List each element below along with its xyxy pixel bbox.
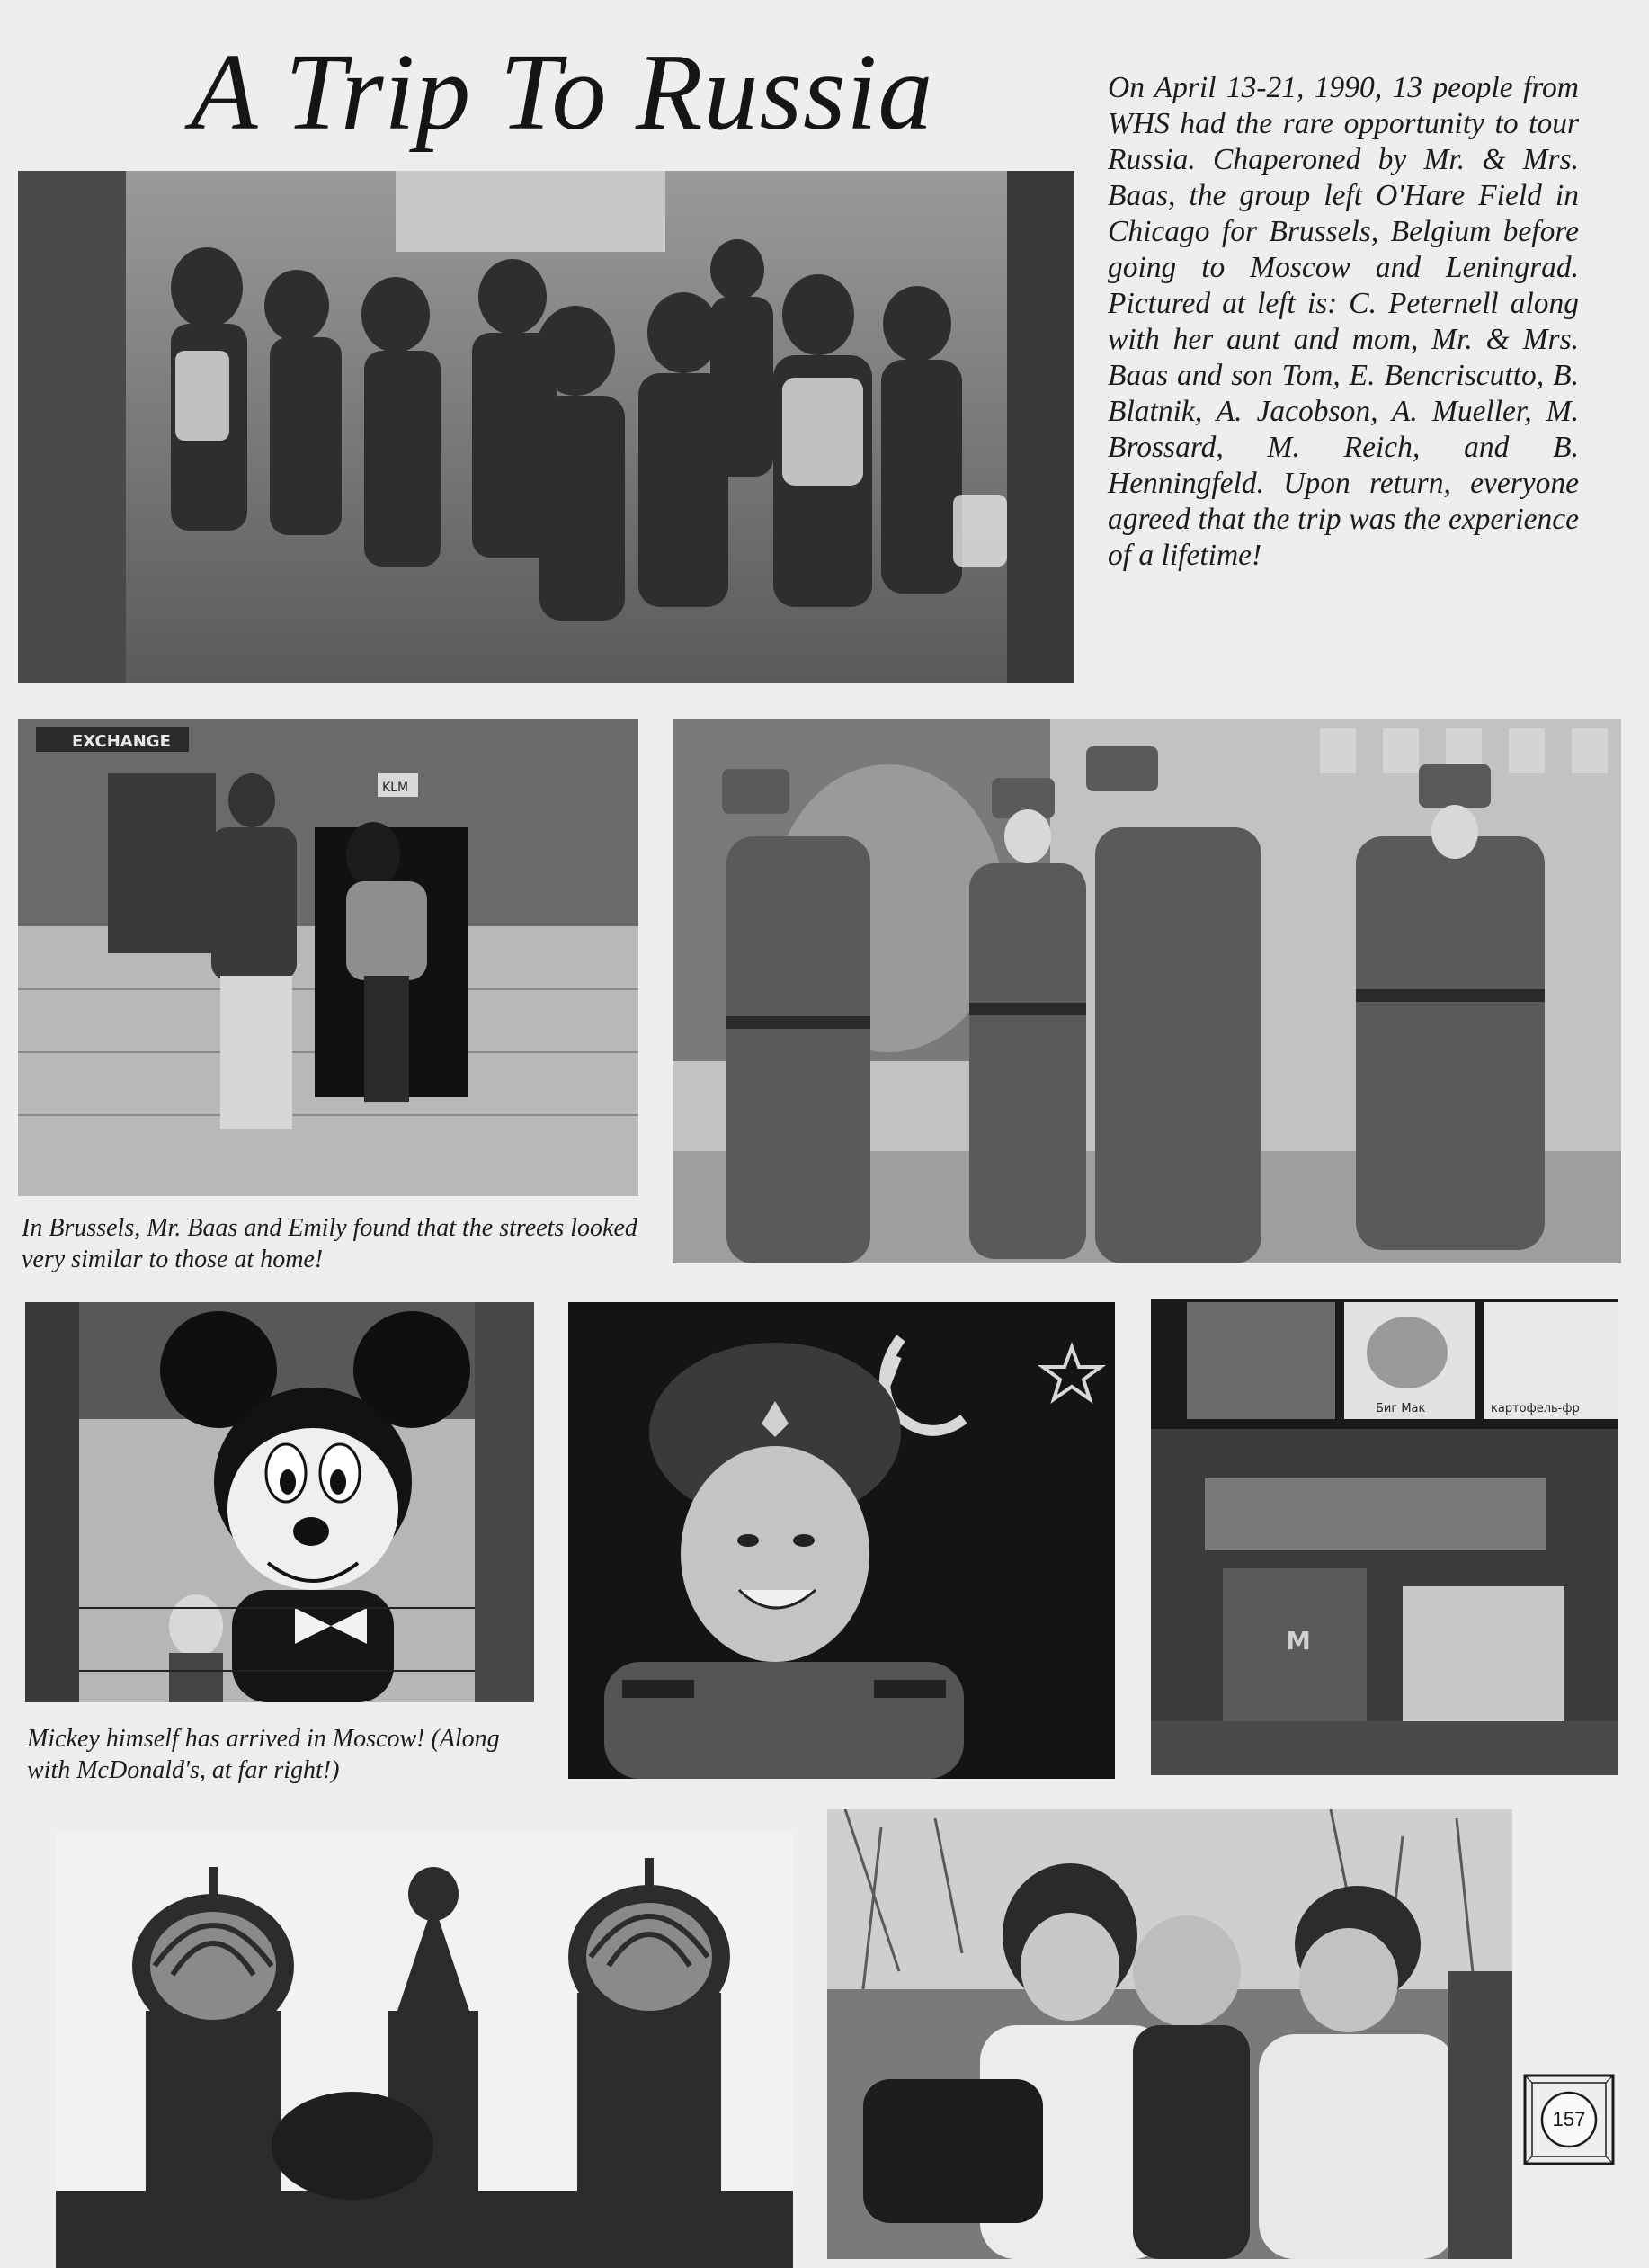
mcdonalds-kitchen-photo	[1151, 1299, 1618, 1775]
brussels-street-photo	[18, 719, 638, 1196]
menu-item-fries: картофель-фр	[1491, 1402, 1580, 1415]
soldiers-photo	[673, 719, 1621, 1263]
st-basils-cathedral-photo	[56, 1831, 793, 2268]
brussels-caption: In Brussels, Mr. Baas and Emily found that the streets looked very similar to those at home!	[22, 1214, 637, 1273]
exchange-sign: EXCHANGE	[72, 732, 171, 751]
group-photo-airport	[18, 171, 1074, 683]
student-fur-hat-photo	[568, 1302, 1115, 1779]
menu-item-bigmac: Биг Мак	[1376, 1402, 1426, 1415]
svg-text:M: M	[1286, 1626, 1311, 1656]
intro-paragraph: On April 13-21, 1990, 13 people from WHS had the rare opportunity to tour Russia. Chaperoned by Mr. & Mrs. Baas, the group left O'Hare Field in Chicago for Brussels, Belgium before going to Moscow and Leningrad. Pictured at left is: C. Peternell along with her aunt and mom, Mr. & Mrs. Baas and son Tom, E. Bencriscutto, B. Blatnik, A. Jacobson, A. Mueller, M. Brossard, M. Reich, and B. Henningfeld. Upon return, everyone agreed that the trip was the experience of a lifetime!	[1108, 71, 1579, 572]
page-title: A Trip To Russia	[191, 31, 934, 153]
mickey-photo	[25, 1302, 534, 1702]
page-number: 157	[1552, 2108, 1586, 2130]
students-outdoors-photo	[827, 1809, 1512, 2259]
page-number-badge	[1523, 2074, 1615, 2165]
klm-sign: KLM	[382, 781, 409, 795]
mickey-caption: Mickey himself has arrived in Moscow! (Along with McDonald's, at far right!)	[27, 1725, 500, 1784]
